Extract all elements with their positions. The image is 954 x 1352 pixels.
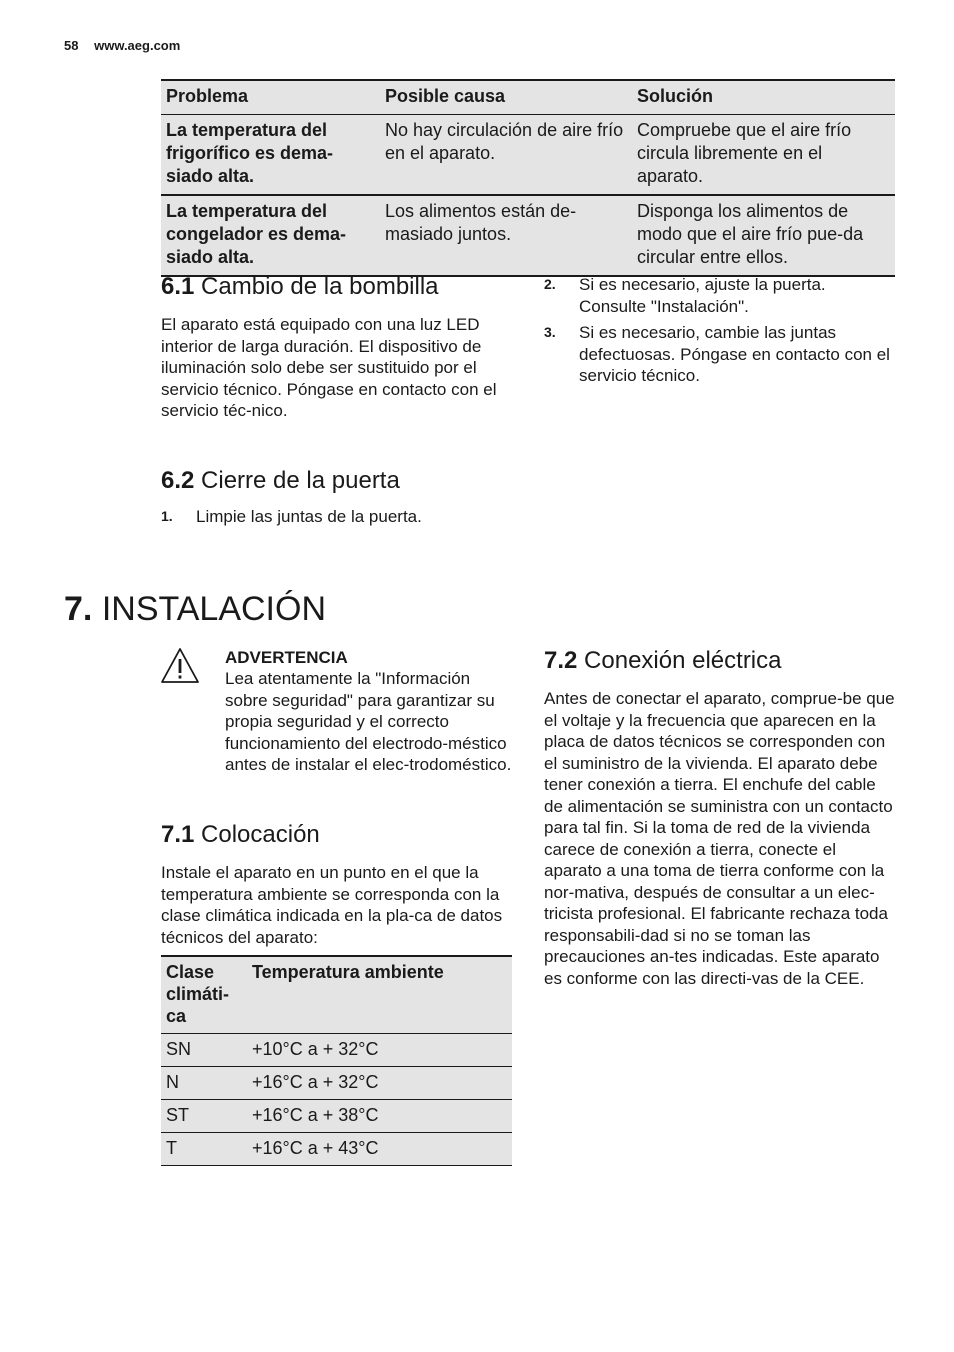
section-number: 7.2 (544, 647, 578, 674)
section-heading (161, 821, 513, 849)
website-link[interactable]: www.aeg.com (94, 38, 181, 53)
section-text: El aparato está equipado con una luz LED interior de larga duración. El dispositivo de iluminación solo debe ser sustituido por el servicio técnico. Póngase en contacto con el servicio téc-nico. (161, 315, 497, 420)
step-number: 2. (544, 276, 556, 292)
section-title: Conexión eléctrica (584, 647, 782, 674)
section-6-2 (161, 467, 513, 532)
section-number: 7.1 (161, 821, 195, 848)
solution-cell: Compruebe que el aire frío circula libremente en el aparato. (632, 115, 895, 196)
page-header (64, 38, 180, 53)
list-item (544, 274, 894, 317)
step-number: 3. (544, 324, 556, 340)
table-row (161, 1100, 512, 1133)
section-number: 6.1 (161, 273, 195, 300)
step-text: Si es necesario, ajuste la puerta. Consulte "Instalación". (579, 275, 826, 316)
column-header: Posible causa (380, 80, 632, 115)
temperature-cell: +10°C a + 32°C (247, 1034, 512, 1067)
page-number: 58 (64, 38, 79, 53)
table-header-row (161, 80, 895, 115)
temperature-cell: +16°C a + 43°C (247, 1133, 512, 1166)
class-cell: SN (161, 1034, 247, 1067)
warning-title: ADVERTENCIA (225, 648, 348, 667)
section-7-1 (161, 821, 513, 948)
class-cell: N (161, 1067, 247, 1100)
class-cell: T (161, 1133, 247, 1166)
cause-cell: No hay circulación de aire frío en el aparato. (380, 115, 632, 196)
climate-class-table (161, 955, 512, 1166)
solution-cell: Disponga los alimentos de modo que el aire frío pue-da circular entre ellos. (632, 195, 895, 276)
section-text: Instale el aparato en un punto en el que la temperatura ambiente se corresponda con la clase climática indicada en la pla-ca de datos técnicos del aparato: (161, 863, 503, 947)
section-heading (544, 647, 896, 675)
column-header: Temperatura ambiente (247, 956, 512, 1034)
section-title: Cambio de la bombilla (201, 273, 439, 300)
section-7-2 (544, 647, 896, 989)
section-text: Antes de conectar el aparato, comprue-be que el voltaje y la frecuencia que aparecen en la placa de datos técnicos se corresponden con el suministro de la vivienda. El aparato debe tener conexión a tierra. El enchufe del cable de alimentación se suministra con un contacto para tal fin. Si la toma de red de la vivienda carece de conexión a tierra, conecte el aparato a una toma de tierra conforme con la nor-mativa, después de consultar a un elec-tricista profesional. El fabricante rechaza toda responsabili-dad si no se toman las precauciones an-tes indicadas. Este aparato es conforme con las directi-vas de la CEE. (544, 689, 895, 988)
section-heading (161, 467, 513, 495)
problem-cell: La temperatura del congelador es dema-siado alta. (161, 195, 380, 276)
temperature-cell: +16°C a + 32°C (247, 1067, 512, 1100)
chapter-title (64, 589, 326, 629)
step-text: Limpie las juntas de la puerta. (196, 507, 422, 526)
table-header-row (161, 956, 512, 1034)
list-item (544, 322, 894, 387)
step-number: 1. (161, 508, 173, 524)
column-header: Problema (161, 80, 380, 115)
problem-cell: La temperatura del frigorífico es dema-siado alta. (161, 115, 380, 196)
chapter-name: INSTALACIÓN (101, 590, 326, 628)
section-title: Cierre de la puerta (201, 467, 400, 494)
table-row (161, 1034, 512, 1067)
list-item (161, 506, 513, 528)
table-row (161, 1067, 512, 1100)
chapter-number: 7. (64, 590, 93, 628)
table-row (161, 195, 895, 276)
class-cell: ST (161, 1100, 247, 1133)
troubleshooting-table (161, 79, 895, 277)
section-number: 6.2 (161, 467, 195, 494)
step-text: Si es necesario, cambie las juntas defectuosas. Póngase en contacto con el servicio técnico. (579, 323, 890, 385)
warning-icon (159, 646, 201, 686)
section-title: Colocación (201, 821, 320, 848)
section-heading (161, 273, 513, 301)
steps-list-continued (544, 274, 894, 391)
steps-list (161, 506, 513, 528)
cause-cell: Los alimentos están de-masiado juntos. (380, 195, 632, 276)
column-header: Solución (632, 80, 895, 115)
section-6-1 (161, 273, 513, 422)
warning-block (225, 647, 513, 776)
warning-text: Lea atentamente la "Información sobre seguridad" para garantizar su propia seguridad y el correcto funcionamiento del electrodo-méstico antes de instalar el elec-trodoméstico. (225, 669, 512, 774)
table-row (161, 115, 895, 196)
temperature-cell: +16°C a + 38°C (247, 1100, 512, 1133)
table-row (161, 1133, 512, 1166)
column-header: Clase climáti-ca (161, 956, 247, 1034)
